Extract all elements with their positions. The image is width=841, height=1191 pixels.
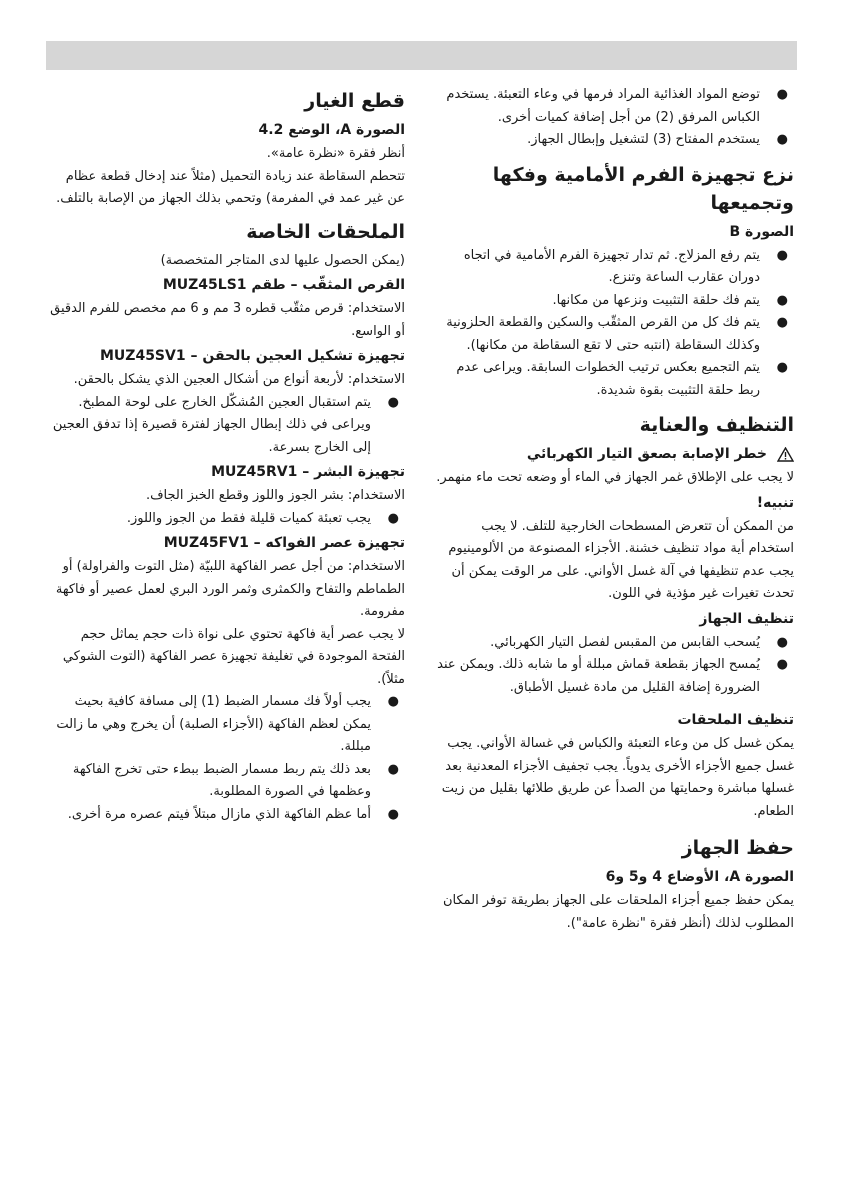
bullet-icon: ● — [776, 132, 788, 147]
bullet-icon: ● — [776, 315, 788, 330]
caution-heading: تنبيه! — [756, 494, 794, 511]
section-title-cleaning: التنظيف والعناية — [639, 414, 794, 436]
list-item: ● يتم فك كل من القرص المثقّب والسكين والقطعة الحلزونية وكذلك السقاطة (انتبه حتى لا تقع السقاطة من مكانها). — [436, 312, 794, 357]
list-item: ● يجب تعبئة كميات قليلة فقط من الجوز واللوز. — [46, 508, 405, 531]
section-title-debris: قطع الغيار — [304, 90, 405, 112]
list-item: ● توضع المواد الغذائية المراد فرمها في وعاء التعبئة. يستخدم الكباس المرفق (2) من أجل إضافة كميات أخرى. — [436, 84, 794, 129]
accessories-cleaning-heading: تنظيف الملحقات — [677, 712, 794, 728]
section-title-disassembly: نزع تجهيزة الفرم الأمامية وفكها وتجميعها — [492, 163, 794, 214]
warning-heading: خطر الإصابة بصعق التيار الكهربائي — [526, 446, 767, 462]
list-item: ● يستخدم المفتاح (3) لتشغيل وإبطال الجهاز. — [436, 129, 794, 152]
warning-icon — [777, 447, 794, 462]
list-item: ● يتم استقبال العجين المُشكّل الخارج على لوحة المطبخ. ويراعى في ذلك إبطال الجهاز لفترة قصيرة إذا تدفق العجين إلى الخارج بسرعة. — [46, 392, 405, 460]
list-item: ● يُمسح الجهاز بقطعة قماش مبللة أو ما شابه ذلك. ويمكن عند الضرورة إضافة القليل من مادة غسيل الأطباق. — [436, 654, 794, 699]
section-title-storage: حفظ الجهاز — [681, 837, 794, 859]
storage-text: يمكن حفظ جميع أجزاء الملحقات على الجهاز بطريقة توفر المكان المطلوب لذلك (أنظر فقرة "نظرة عامة"). — [442, 893, 794, 931]
disc-heading: القرص المثقّب – طقم MUZ45LS1 — [162, 277, 405, 293]
grater-heading: تجهيزة البشر – MUZ45RV1 — [211, 464, 405, 480]
availability-text: (يمكن الحصول عليها لدى المتاجر المتخصصة) — [160, 252, 405, 268]
disassembly-list — [436, 245, 794, 403]
dough-heading: تجهيزة تشكيل العجين بالحقن – MUZ45SV1 — [100, 348, 405, 364]
accessories-cleaning-text: يمكن غسل كل من وعاء التعبئة والكباس في غسالة الأواني. يجب غسل جميع الأجزاء الأخرى يدوياً. يجب تجفيف الأجزاء المعدنية بعد غسلها مباشرة وحمايتها من الصدأ عن طريق طلائها بقليل من زيت الطعام. — [441, 736, 794, 819]
juicer-text: الاستخدام: من أجل عصر الفاكهة اللبيّة (مثل التوت والفراولة) أو الطماطم والتفاح والكمثرى وثمر الورد البري لعمل عصير أو فاكهة مفرومة. — [55, 559, 405, 619]
see-overview-text: أنظر فقرة «نظرة عامة». — [266, 146, 405, 161]
list-item: ● يتم فك حلقة التثبيت ونزعها من مكانها. — [436, 290, 794, 313]
bullet-icon: ● — [776, 87, 788, 102]
bullet-icon: ● — [387, 806, 399, 822]
bullet-icon: ● — [387, 694, 399, 709]
header-bar — [46, 41, 797, 70]
bullet-icon: ● — [776, 292, 788, 308]
right-column — [436, 84, 794, 935]
bullet-icon: ● — [776, 247, 788, 263]
figure-ref: الصورة A، الأوضاع 4 و5 و6 — [605, 869, 794, 885]
warning-text: لا يجب على الإطلاق غمر الجهاز في الماء أو وضعه تحت ماء منهمر. — [436, 470, 794, 485]
grater-list — [46, 508, 405, 531]
figure-ref: الصورة B — [729, 223, 794, 240]
caution-text: من الممكن أن تتعرض المسطحات الخارجية للتلف. لا يجب استخدام أية مواد تنظيف خشنة. الأجزاء المصنوعة من الألومينيوم يجب عدم تنظيفها في آلة غسل الأواني. على مر الوقت يمكن أن تحدث تغيرات غير مؤذية في اللون. — [448, 518, 794, 601]
list-item: ● يتم رفع المزلاج. ثم تدار تجهيزة الفرم الأمامية في اتجاه دوران عقارب الساعة وتنزع. — [436, 245, 794, 290]
bullet-icon: ● — [776, 360, 788, 375]
section-title-special-accessories: الملحقات الخاصة — [246, 220, 405, 243]
list-item: ● يتم التجميع بعكس ترتيب الخطوات السابقة. ويراعى عدم ربط حلقة التثبيت بقوة شديدة. — [436, 357, 794, 402]
dough-list — [46, 392, 405, 460]
dough-text: الاستخدام: لأربعة أنواع من أشكال العجين الذي يشكل بالحقن. — [73, 372, 405, 387]
juicer-list — [46, 691, 405, 826]
list-item: ● بعد ذلك يتم ربط مسمار الضبط ببطء حتى تخرج الفاكهة وعظمها في الصورة المطلوبة. — [46, 759, 405, 804]
left-column — [46, 84, 405, 826]
juicer-note: لا يجب عصر أية فاكهة تحتوي على نواة ذات حجم يماثل حجم الفتحة الموجودة في تغليفة تجهيزة عصر الفاكهة (التوت الشوكي مثلاً). — [62, 626, 405, 687]
list-item: ● يجب أولاً فك مسمار الضبط (1) إلى مسافة كافية بحيث يمكن لعظم الفاكهة (الأجزاء الصلبة) أن يخرج وهي ما زالت مبللة. — [46, 691, 405, 759]
list-item: ● أما عظم الفاكهة الذي مازال مبتلاً فيتم عصره مرة أخرى. — [46, 804, 405, 827]
figure-ref: الصورة A، الوضع 4.2 — [258, 122, 405, 138]
intro-list — [436, 84, 794, 152]
device-cleaning-heading: تنظيف الجهاز — [699, 610, 794, 627]
bullet-icon: ● — [776, 657, 788, 672]
grater-text: الاستخدام: بشر الجوز واللوز وقطع الخبز الجاف. — [145, 488, 405, 503]
list-item: ● يُسحب القابس من المقبس لفصل التيار الكهربائي. — [436, 632, 794, 655]
warning-heading-row — [436, 443, 794, 465]
bullet-icon: ● — [387, 510, 399, 526]
bullet-icon: ● — [776, 634, 788, 650]
debris-text: تتحطم السقاطة عند زيادة التحميل (مثلاً عند إدخال قطعة عظام عن غير عمد في المفرمة) وتحمي بذلك الجهاز من الإصابة بالتلف. — [56, 168, 405, 206]
bullet-icon: ● — [387, 761, 399, 777]
device-cleaning-list — [436, 632, 794, 700]
bullet-icon: ● — [387, 394, 399, 410]
juicer-heading: تجهيزة عصر الفواكه – MUZ45FV1 — [163, 535, 405, 551]
disc-text: الاستخدام: قرص مثقّب قطره 3 مم و 6 مم مخصص للفرم الدقيق أو الواسع. — [50, 301, 405, 339]
